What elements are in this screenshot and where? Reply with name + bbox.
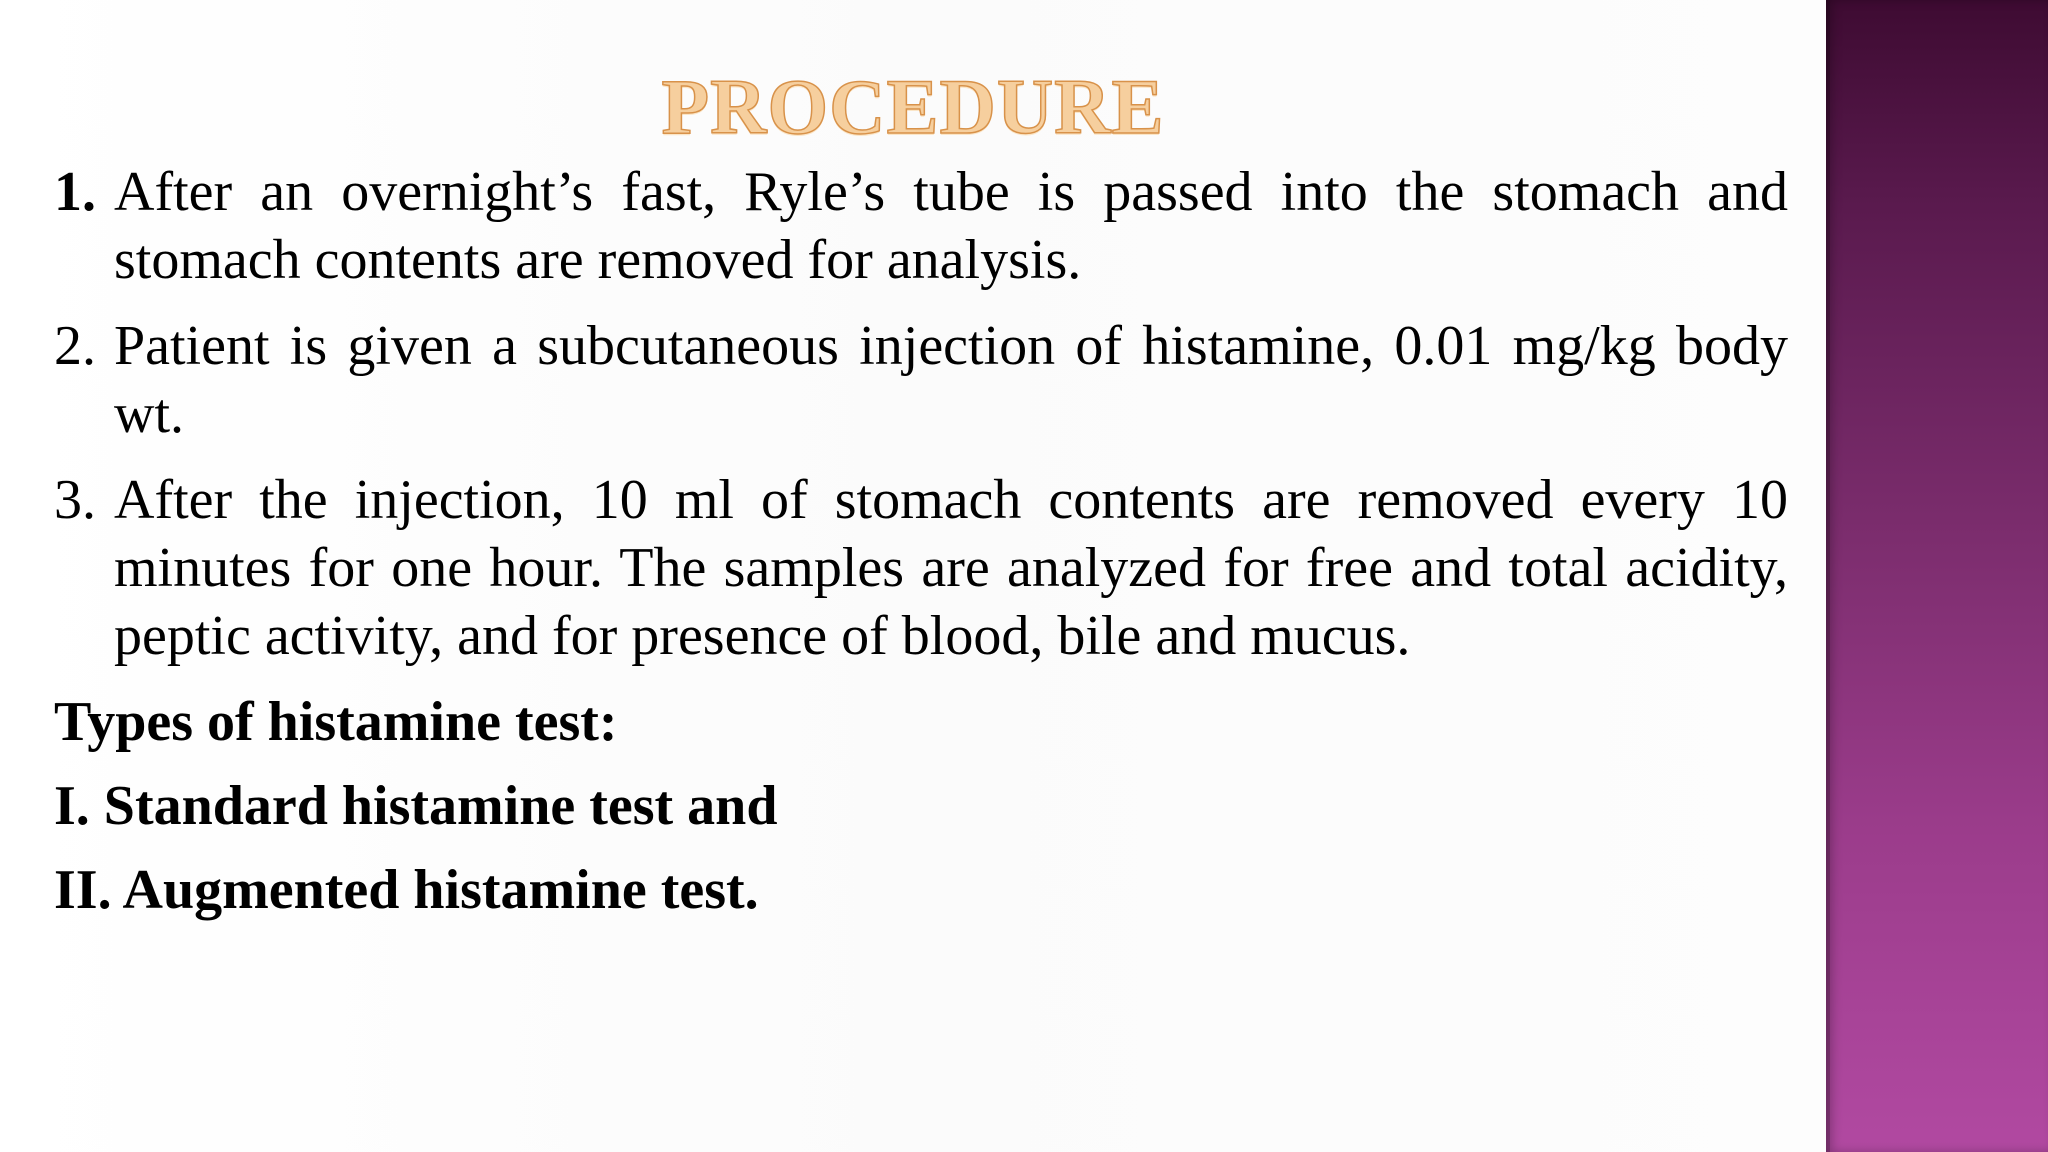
types-heading: Types of histamine test: (54, 691, 618, 753)
side-band-edge (1826, 0, 1830, 1152)
step-text-2: Patient is given a subcutaneous injection of histamine, 0.01 mg/kg body wt. (114, 315, 1788, 445)
step-item-1 (54, 158, 1788, 294)
step-number-1: 1. (54, 161, 96, 223)
decorative-side-band (1826, 0, 2048, 1152)
step-text-3: After the injection, 10 ml of stomach contents are removed every 10 minutes for one hour. The samples are analyzed for free and total acidity, peptic activity, and for presence of blood, bile and mucus. (114, 469, 1788, 667)
step-number-3: 3. (54, 469, 96, 531)
type-item-standard: I. Standard histamine test and (54, 775, 778, 837)
step-text-1: After an overnight’s fast, Ryle’s tube is passed into the stomach and stomach contents are removed for analysis. (114, 161, 1788, 291)
type-item-augmented: II. Augmented histamine test. (54, 859, 759, 921)
step-number-2: 2. (54, 315, 96, 377)
slide-body (54, 158, 1788, 940)
slide-title: PROCEDURE (661, 63, 1165, 150)
step-item-2 (54, 312, 1788, 448)
step-item-3 (54, 466, 1788, 670)
